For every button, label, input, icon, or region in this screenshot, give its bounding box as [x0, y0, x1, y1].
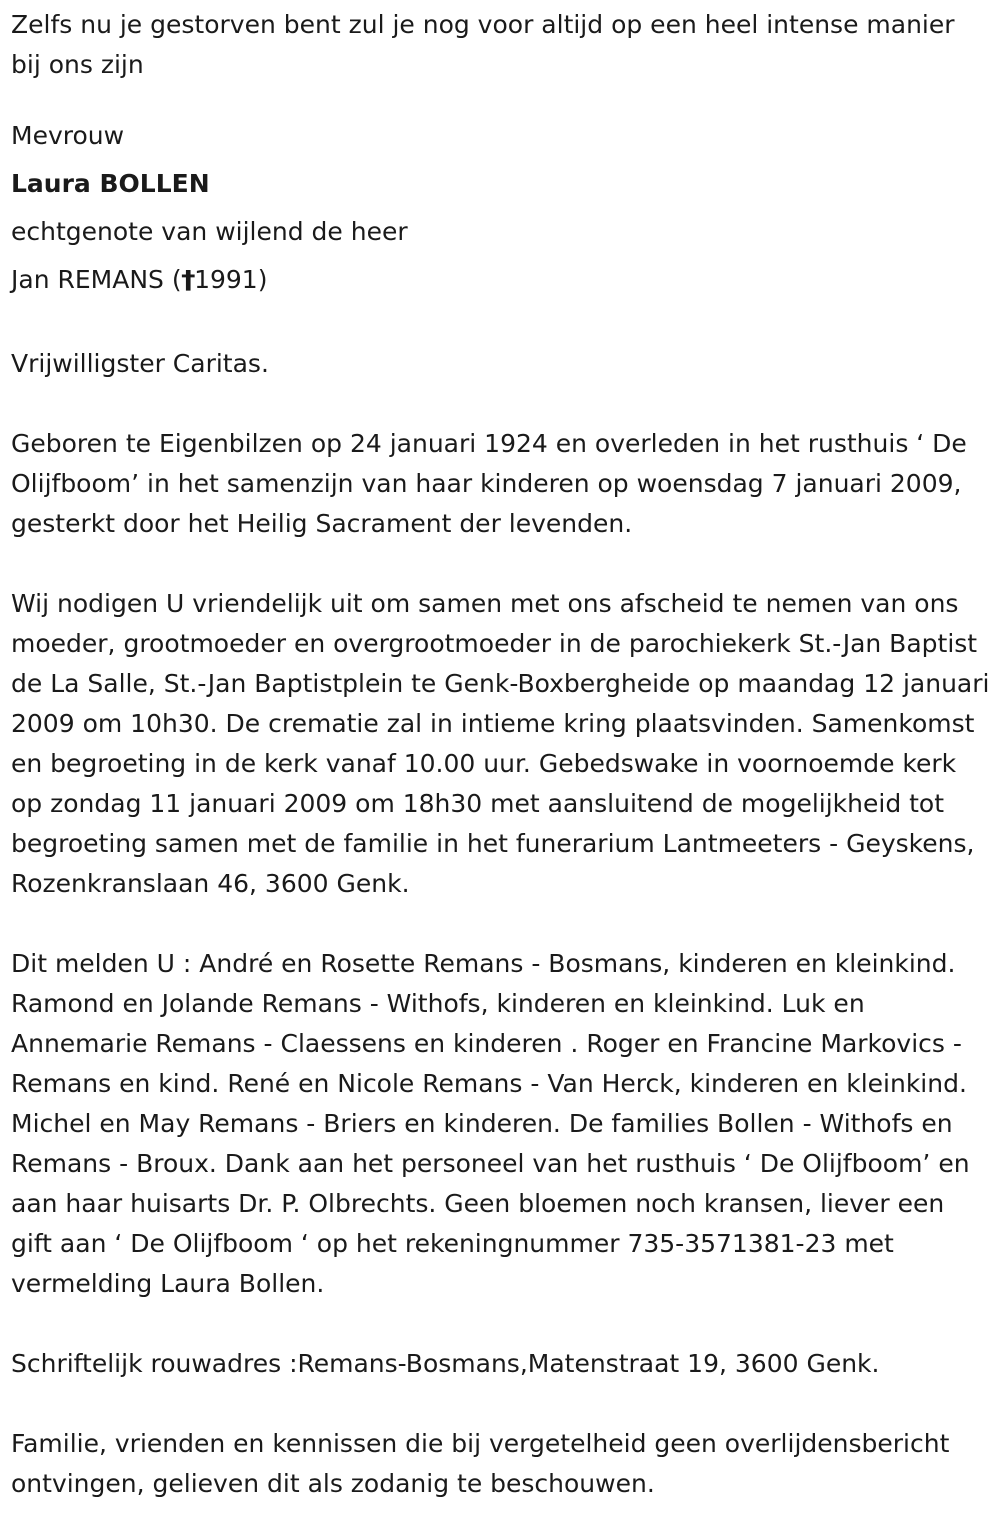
- cross-icon: †: [180, 265, 196, 294]
- role-text: Vrijwilligster Caritas.: [11, 349, 269, 378]
- intro-quote: Zelfs nu je gestorven bent zul je nog voor altijd op een heel intense manier bij ons zijn: [11, 10, 955, 79]
- spouse-description: echtgenote van wijlend de heer: [11, 217, 408, 246]
- title-honorific: Mevrouw: [11, 121, 125, 150]
- announcement-paragraph: Dit melden U : André en Rosette Remans - Bosmans, kinderen en kleinkind. Ramond en Jolande Remans - Withofs, kinderen en kleinkind. Luk en Annemarie Remans - Claessens en kinderen . Roger en Francine Markovics - Remans en kind. René en Nicole Remans - Van Herck, kinderen en kleinkind. Michel en May Remans - Briers en kinderen. De families Bollen - Withofs en Remans - Broux. Dank aan het personeel van het rusthuis ‘ De Olijfboom’ en aan haar huisarts Dr. P. Olbrechts. Geen bloemen noch kransen, liever een gift aan ‘ De Olijfboom ‘ op het rekeningnummer 735-3571381-23 met vermelding Laura Bollen.: [11, 949, 970, 1298]
- spouse-name-line: [11, 256, 991, 304]
- birth-death-paragraph: Geboren te Eigenbilzen op 24 januari 1924 en overleden in het rusthuis ‘ De Olijfboom’ in het samenzijn van haar kinderen op woensdag 7 januari 2009, gesterkt door het Heilig Sacrament der levenden.: [11, 429, 967, 538]
- deceased-name: Laura BOLLEN: [11, 169, 210, 198]
- invitation-paragraph: Wij nodigen U vriendelijk uit om samen met ons afscheid te nemen van ons moeder, grootmoeder en overgrootmoeder in de parochiekerk St.-Jan Baptist de La Salle, St.-Jan Baptistplein te Genk-Boxbergheide op maandag 12 januari 2009 om 10h30. De crematie zal in intieme kring plaatsvinden. Samenkomst en begroeting in de kerk vanaf 10.00 uur. Gebedswake in voornoemde kerk op zondag 11 januari 2009 om 18h30 met aansluitend de mogelijkheid tot begroeting samen met de familie in het funerarium Lantmeeters - Geyskens, Rozenkranslaan 46, 3600 Genk.: [11, 589, 990, 898]
- spouse-death-year: 1991): [194, 265, 268, 294]
- closing-paragraph: Familie, vrienden en kennissen die bij vergetelheid geen overlijdensbericht ontvingen, gelieven dit als zodanig te beschouwen.: [11, 1429, 950, 1498]
- spouse-name: Jan REMANS (: [11, 265, 182, 294]
- mourning-address: Schriftelijk rouwadres :Remans-Bosmans,Matenstraat 19, 3600 Genk.: [11, 1349, 880, 1378]
- obituary-document: [11, 0, 991, 1504]
